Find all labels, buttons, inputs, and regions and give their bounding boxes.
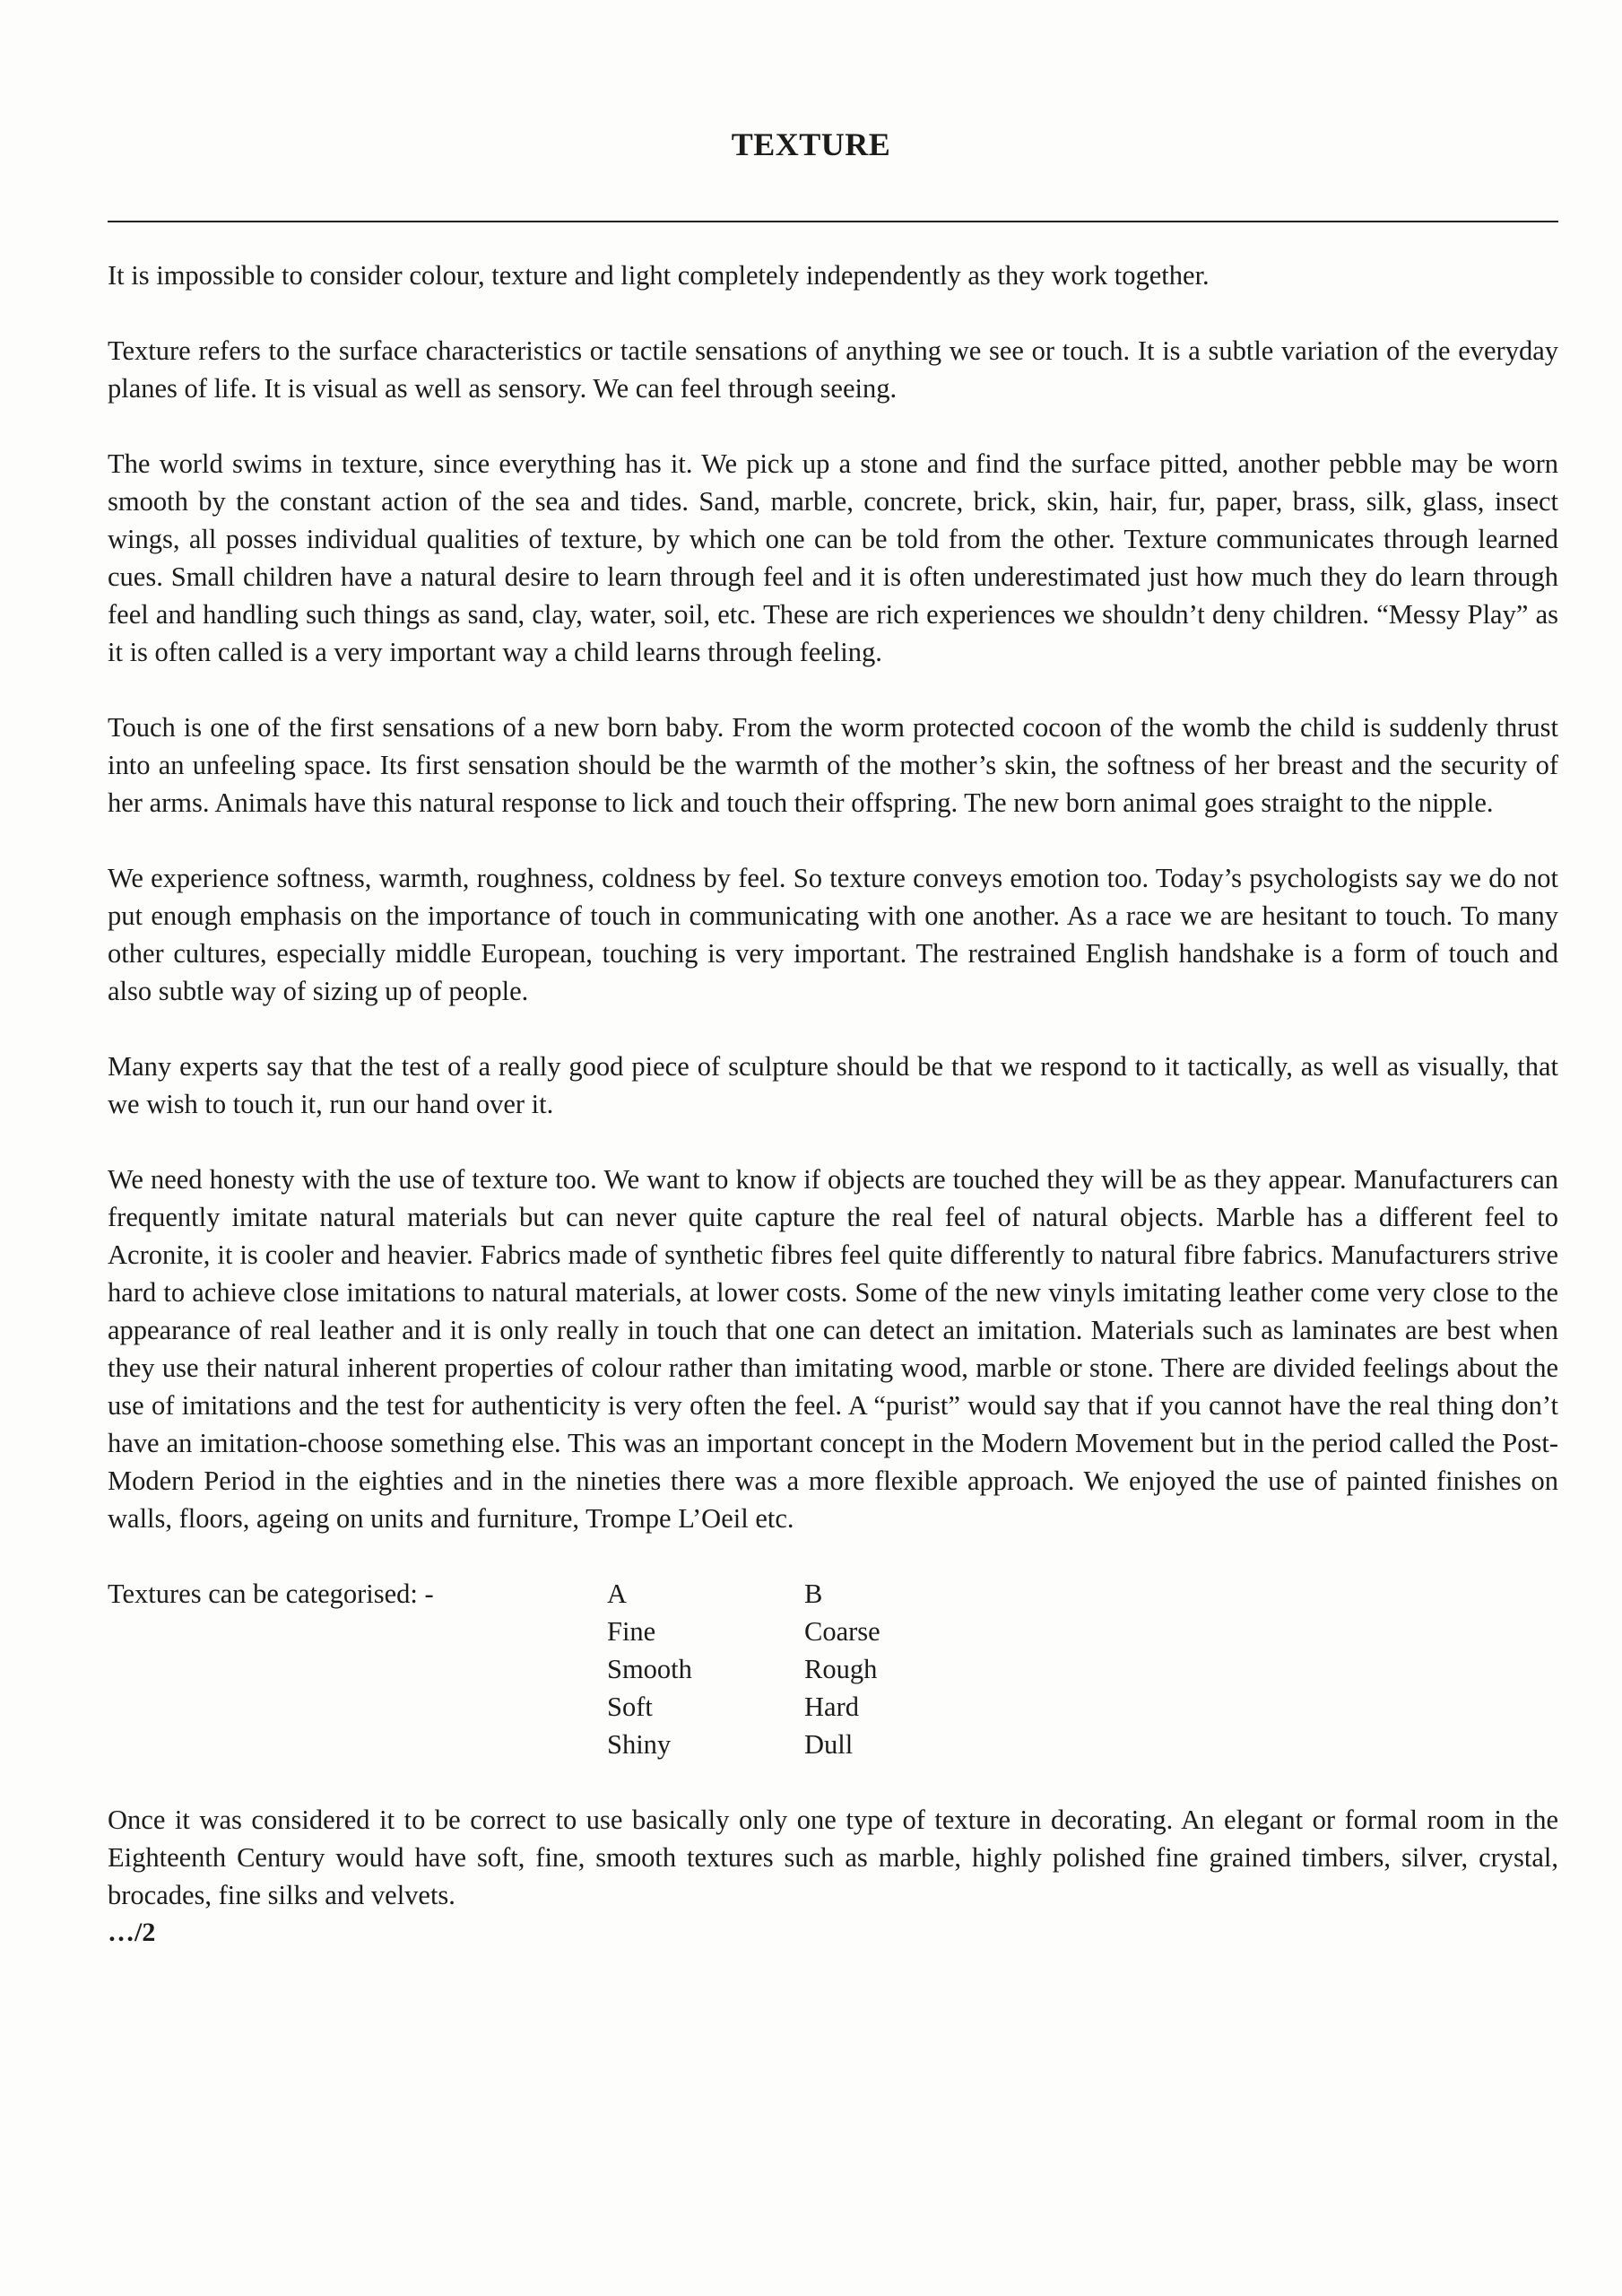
column-a-header: A [607, 1578, 628, 1609]
list-item: Fine [607, 1616, 656, 1647]
document-body [108, 257, 1558, 1952]
list-item: Smooth [607, 1654, 692, 1684]
category-column-b [804, 1575, 880, 1763]
paragraph: We experience softness, warmth, roughness, coldness by feel. So texture conveys emotion too. Today’s psychologists say we do not put enough emphasis on the importance of touch in communicating with one another. As a race we are hesitant to touch. To many other cultures, especially middle European, touching is very important. The restrained English handshake is a form of touch and also subtle way of sizing up of people. [108, 863, 1558, 1006]
column-b-header: B [804, 1578, 823, 1609]
paragraph: Once it was considered it to be correct to use basically only one type of texture in decorating. An elegant or formal room in the Eighteenth Century would have soft, fine, smooth textures such as marble, highly polished fine grained timbers, silver, crystal, brocades, fine silks and velvets. [108, 1805, 1558, 1910]
list-item: Shiny [607, 1729, 672, 1760]
paragraph: Many experts say that the test of a really good piece of sculpture should be that we respond to it tactically, as well as visually, that we wish to touch it, run our hand over it. [108, 1051, 1558, 1119]
paragraph: The world swims in texture, since everything has it. We pick up a stone and find the surface pitted, another pebble may be worn smooth by the constant action of the sea and tides. Sand, marble, concrete, brick, skin, hair, fur, paper, brass, silk, glass, insect wings, all posses individual qualities of texture, by which one can be told from the other. Texture communicates through learned cues. Small children have a natural desire to learn through feel and it is often underestimated just how much they do learn through feel and handling such things as sand, clay, water, soil, etc. These are rich experiences we shouldn’t deny children. “Messy Play” as it is often called is a very important way a child learns through feeling. [108, 448, 1558, 667]
category-column-a [607, 1575, 692, 1763]
list-item: Rough [804, 1654, 878, 1684]
page-title: TEXTURE [731, 126, 891, 162]
paragraph: Touch is one of the first sensations of a new born baby. From the worm protected cocoon of the womb the child is suddenly thrust into an unfeeling space. Its first sensation should be the warmth of the mother’s skin, the softness of her breast and the security of her arms. Animals have this natural response to lick and touch their offspring. The new born animal goes straight to the nipple. [108, 712, 1558, 818]
paragraph: We need honesty with the use of texture too. We want to know if objects are touched they will be as they appear. Manufacturers can frequently imitate natural materials but can never quite capture the real feel of natural objects. Marble has a different feel to Acronite, it is cooler and heavier. Fabrics made of synthetic fibres feel quite differently to natural fibre fabrics. Manufacturers strive hard to achieve close imitations to natural materials, at lower costs. Some of the new vinyls imitating leather come very close to the appearance of real leather and it is only really in touch that one can detect an imitation. Materials such as laminates are best when they use their natural inherent properties of colour rather than imitating wood, marble or stone. There are divided feelings about the use of imitations and the test for authenticity is very often the feel. A “purist” would say that if you cannot have the real thing don’t have an imitation-choose something else. This was an important concept in the Modern Movement but in the period called the Post-Modern Period in the eighties and in the nineties there was a more flexible approach. We enjoyed the use of painted finishes on walls, floors, ageing on units and furniture, Trompe L’Oeil etc. [108, 1164, 1558, 1534]
list-item: Soft [607, 1692, 653, 1722]
list-item: Coarse [804, 1616, 880, 1647]
texture-categories [108, 1575, 1558, 1763]
list-item: Hard [804, 1692, 859, 1722]
paragraph: It is impossible to consider colour, texture and light completely independently as they work together. [108, 260, 1210, 291]
page-continuation-marker: …/2 [108, 1918, 156, 1947]
categories-label: Textures can be categorised: - [108, 1578, 434, 1609]
paragraph: Texture refers to the surface characteristics or tactile sensations of anything we see or touch. It is a subtle variation of the everyday planes of life. It is visual as well as sensory. We can feel through seeing. [108, 335, 1558, 404]
list-item: Dull [804, 1729, 854, 1760]
title-divider [108, 221, 1558, 222]
